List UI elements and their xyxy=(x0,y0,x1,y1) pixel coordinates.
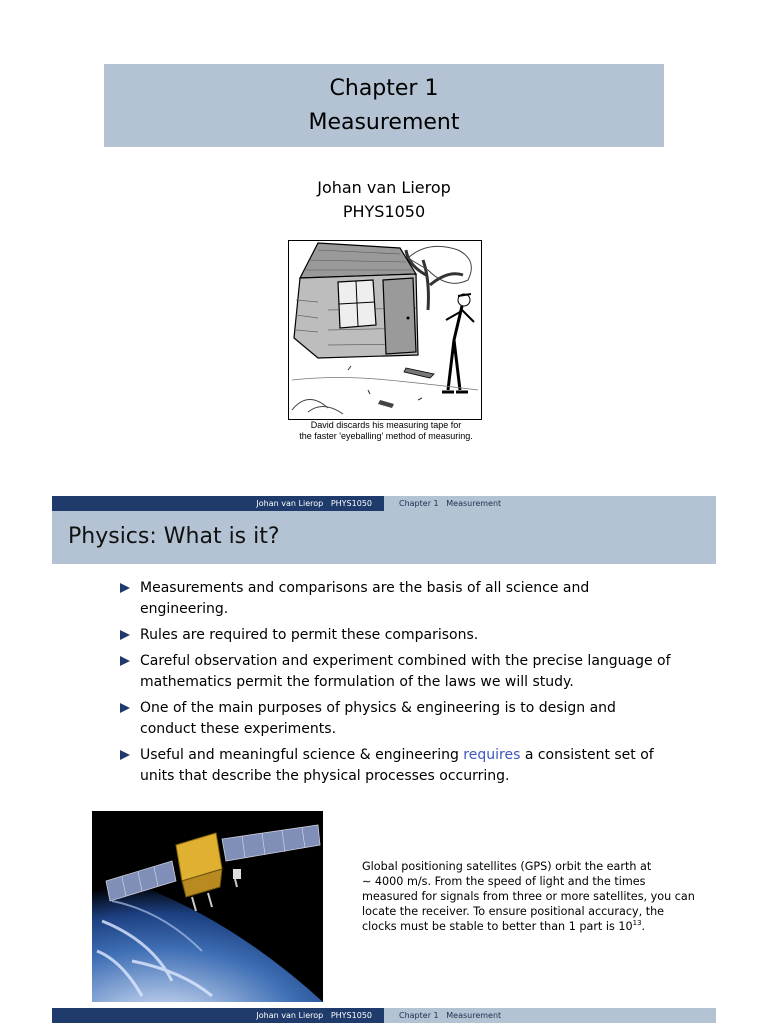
list-item xyxy=(118,651,678,693)
gps-text-line: ∼ 4000 m/s. From the speed of light and the times xyxy=(362,875,646,888)
chapter-title-box xyxy=(104,64,664,147)
requires-link[interactable]: requires xyxy=(463,747,521,763)
slide-navbar xyxy=(52,1008,716,1023)
course-code: PHYS1050 xyxy=(342,202,426,221)
gps-satellite-image xyxy=(92,811,323,1002)
frame-title-bar xyxy=(52,511,716,564)
gps-text-line: measured for signals from three or more satellites, you can xyxy=(362,890,695,903)
list-item xyxy=(118,625,678,646)
gps-text-part: clocks must be stable to better than 1 part is 10 xyxy=(362,920,633,933)
bullet-text: Careful observation and experiment combined with the precise language of xyxy=(140,653,671,669)
navbar-author-course[interactable]: Johan van Lierop PHYS1050 xyxy=(256,499,372,508)
cartoon-caption xyxy=(286,420,486,442)
navbar-author-course[interactable]: Johan van Lierop PHYS1050 xyxy=(256,1011,372,1020)
bullet-text: Measurements and comparisons are the basis of all science and xyxy=(140,580,590,596)
bullet-list xyxy=(118,578,678,792)
bullet-text: Useful and meaningful science & engineering xyxy=(140,747,464,763)
gps-text-part: . xyxy=(641,920,646,933)
slide-navbar xyxy=(52,496,716,511)
bullet-text: a consistent set of xyxy=(520,747,654,763)
bullet-arrow-icon xyxy=(120,656,130,666)
bullet-text: mathematics permit the formulation of the laws we will study. xyxy=(140,674,574,690)
bullet-arrow-icon xyxy=(120,750,130,760)
bullet-text: conduct these experiments. xyxy=(140,721,337,737)
bullet-text: One of the main purposes of physics & engineering is to design and xyxy=(140,700,616,716)
caption-line: David discards his measuring tape for xyxy=(310,420,462,430)
bullet-text: units that describe the physical processes occurring. xyxy=(140,768,510,784)
chapter-title: Measurement xyxy=(308,110,460,135)
bullet-arrow-icon xyxy=(120,630,130,640)
gps-text-line: locate the receiver. To ensure positional accuracy, the xyxy=(362,905,665,918)
navbar-chapter-section[interactable] xyxy=(384,1008,716,1023)
list-item xyxy=(118,578,678,620)
navbar-author-section[interactable] xyxy=(52,1008,384,1023)
gps-description xyxy=(362,859,702,934)
gps-text-line xyxy=(362,919,702,934)
gps-text-line: Global positioning satellites (GPS) orbit the earth at xyxy=(362,860,652,873)
navbar-chapter-title[interactable]: Chapter 1 Measurement xyxy=(399,499,502,508)
exponent: 13 xyxy=(632,919,642,927)
caption-line: the faster 'eyeballing' method of measuring. xyxy=(299,431,473,441)
author-name: Johan van Lierop xyxy=(317,178,451,197)
measuring-tape-cartoon xyxy=(288,240,482,420)
bullet-text: Rules are required to permit these comparisons. xyxy=(140,627,479,643)
bullet-text: engineering. xyxy=(140,601,229,617)
navbar-chapter-section[interactable] xyxy=(384,496,716,511)
navbar-chapter-title[interactable]: Chapter 1 Measurement xyxy=(399,1011,502,1020)
bullet-arrow-icon xyxy=(120,583,130,593)
list-item xyxy=(118,745,678,787)
navbar-author-section[interactable] xyxy=(52,496,384,511)
frame-title: Physics: What is it? xyxy=(68,524,280,549)
chapter-number: Chapter 1 xyxy=(329,76,439,101)
bullet-arrow-icon xyxy=(120,703,130,713)
list-item xyxy=(118,698,678,740)
